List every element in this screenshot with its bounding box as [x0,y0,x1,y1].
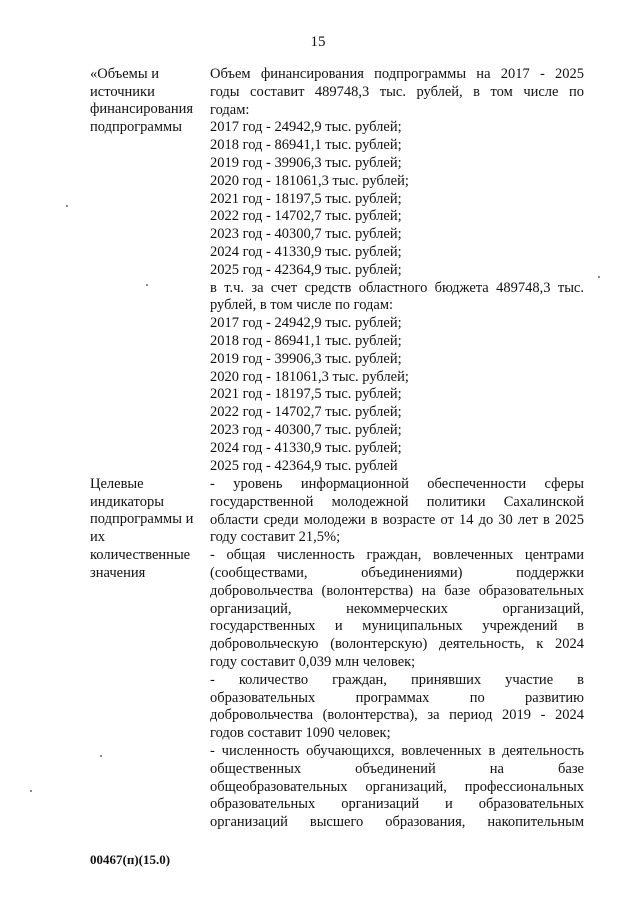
indicator-line: области среди молодежи в возрасте от 14 до 30 лет в 2025 [210,511,584,528]
scan-speck [598,276,600,278]
indicator-line: - уровень информационной обеспеченности сферы [210,476,584,492]
financing-content [210,66,584,475]
scan-speck [100,755,102,757]
financing-intro-line: Объем финансирования подпрограммы на 2017 - 2025 [210,66,584,82]
regional-year-line: 2024 год - 41330,9 тыс. рублей; [210,439,402,456]
financing-year-line: 2017 год - 24942,9 тыс. рублей; [210,119,402,136]
regional-year-line: 2020 год - 181061,3 тыс. рублей; [210,368,409,385]
indicator-line: добровольчества (волонтерства) на базе образовательных [210,582,584,599]
financing-year-line: 2020 год - 181061,3 тыс. рублей; [210,172,409,189]
indicator-line: году составит 21,5%; [210,529,341,546]
indicator-line: (сообществами, объединениями) поддержки [210,564,584,581]
financing-year-line: 2023 год - 40300,7 тыс. рублей; [210,226,402,243]
scan-speck [66,205,68,207]
indicator-line: образовательных организаций и образовательных [210,796,584,813]
indicator-line: добровольческую (волонтерскую) деятельность, к 2024 [210,636,584,653]
financing-intro-line: годам: [210,101,250,118]
scan-speck [30,790,32,792]
regional-year-line: 2023 год - 40300,7 тыс. рублей; [210,421,402,438]
financing-year-line: 2024 год - 41330,9 тыс. рублей; [210,243,402,260]
regional-budget-line: в т.ч. за счет средств областного бюджета 489748,3 тыс. [210,279,584,296]
indicator-line: году составит 0,039 млн человек; [210,653,416,670]
financing-intro-line: годы составит 489748,3 тыс. рублей, в том числе по [210,83,584,100]
indicator-line: организаций, некоммерческих организаций, [210,600,584,617]
page-number: 15 [310,34,326,50]
regional-year-line: 2025 год - 42364,9 тыс. рублей [210,457,398,474]
financing-year-line: 2021 год - 18197,5 тыс. рублей; [210,190,402,207]
indicator-line: годов составит 1090 человек; [210,725,391,742]
financing-year-line: 2018 год - 86941,1 тыс. рублей; [210,137,402,154]
indicator-line: общественных объединений на базе [210,760,584,777]
document-code: 00467(п)(15.0) [90,852,171,867]
indicator-line: - численность обучающихся, вовлеченных в деятельность [210,742,584,759]
indicators-content [210,476,584,832]
financing-label: «Объемы и источники финансирования подпрограммы [90,66,194,136]
indicator-line: - количество граждан, принявших участие в [210,671,584,688]
financing-year-line: 2025 год - 42364,9 тыс. рублей; [210,261,402,278]
scan-speck [146,284,148,286]
indicator-line: добровольчества (волонтерства), за период 2019 - 2024 [210,707,584,724]
regional-budget-line: рублей, в том числе по годам: [210,297,394,314]
regional-year-line: 2018 год - 86941,1 тыс. рублей; [210,332,402,349]
indicator-line: образовательных программах по развитию [210,689,584,706]
financing-year-line: 2019 год - 39906,3 тыс. рублей; [210,154,402,171]
indicator-line: государственных и муниципальных учреждений в [210,618,584,635]
regional-year-line: 2022 год - 14702,7 тыс. рублей; [210,404,402,421]
regional-year-line: 2017 год - 24942,9 тыс. рублей; [210,315,402,332]
indicator-line: общеобразовательных организаций, профессиональных [210,778,584,795]
indicators-label: Целевые индикаторы подпрограммы и их количественные значения [90,476,194,581]
financing-year-line: 2022 год - 14702,7 тыс. рублей; [210,208,402,225]
indicator-line: - общая численность граждан, вовлеченных центрами [210,547,584,564]
indicator-line: государственной молодежной политики Сахалинской [210,493,584,510]
regional-year-line: 2021 год - 18197,5 тыс. рублей; [210,386,402,403]
indicator-line: организаций высшего образования, накопительным [210,814,584,831]
regional-year-line: 2019 год - 39906,3 тыс. рублей; [210,350,402,367]
